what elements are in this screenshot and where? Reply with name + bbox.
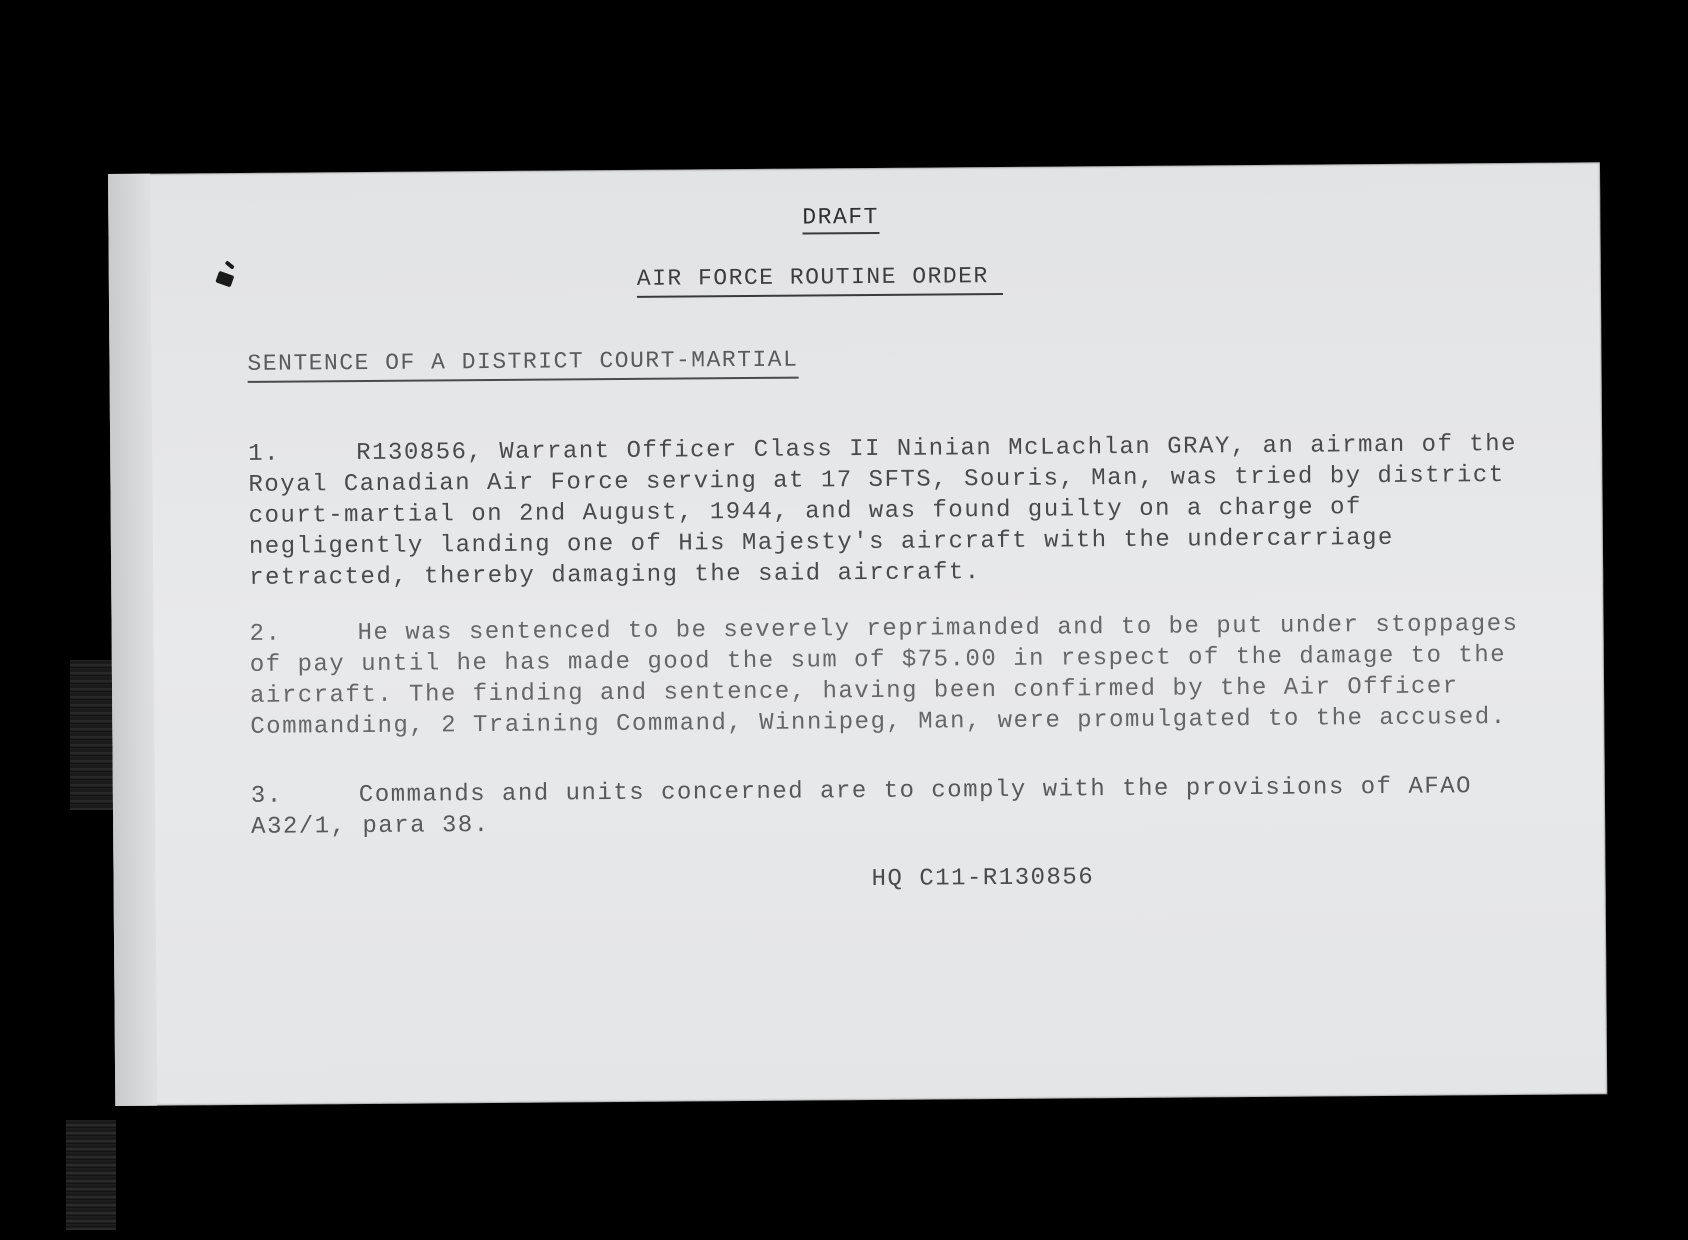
document-title: AIR FORCE ROUTINE ORDER (637, 263, 1003, 298)
document-sheet (108, 162, 1607, 1106)
paragraph-number: 2. (249, 620, 282, 648)
paragraph-text: He was sentenced to be severely reprimanded and to be put under stoppages of pay until he has made good the sum of $75.00 in respect of the damage to the aircraft. The finding and sentence, having been confirmed by the Air Officer Commanding, 2 Training Command, Winnipeg, Man, were promulgated to the accused. (249, 610, 1535, 741)
paragraph-text: R130856, Warrant Officer Class II Ninian McLachlan GRAY, an airman of the Royal Canadian Air Force serving at 17 SFTS, Souris, Man, was tried by district court-martial on 2nd August, 1944, and was found guilty on a charge of negligently landing one of His Majesty's aircraft with the undercarriage retracted, thereby damaging the said aircraft. (248, 430, 1534, 592)
paragraph-number: 3. (250, 782, 283, 810)
section-heading: SENTENCE OF A DISTRICT COURT-MARTIAL (247, 347, 798, 383)
paragraph-2 (249, 609, 1550, 743)
film-edge-artifact (66, 1120, 116, 1230)
paragraph-1 (248, 429, 1549, 594)
file-reference: HQ C11-R130856 (871, 864, 1095, 894)
ink-speck (225, 260, 235, 269)
draft-stamp: DRAFT (802, 204, 879, 235)
sheet-left-edge (108, 174, 157, 1106)
paragraph-number: 1. (248, 440, 281, 468)
ink-speck (215, 271, 234, 288)
paragraph-text: Commands and units concerned are to comply with the provisions of AFAO A32/1, para 38. (251, 773, 1489, 841)
paragraph-3 (251, 771, 1551, 843)
